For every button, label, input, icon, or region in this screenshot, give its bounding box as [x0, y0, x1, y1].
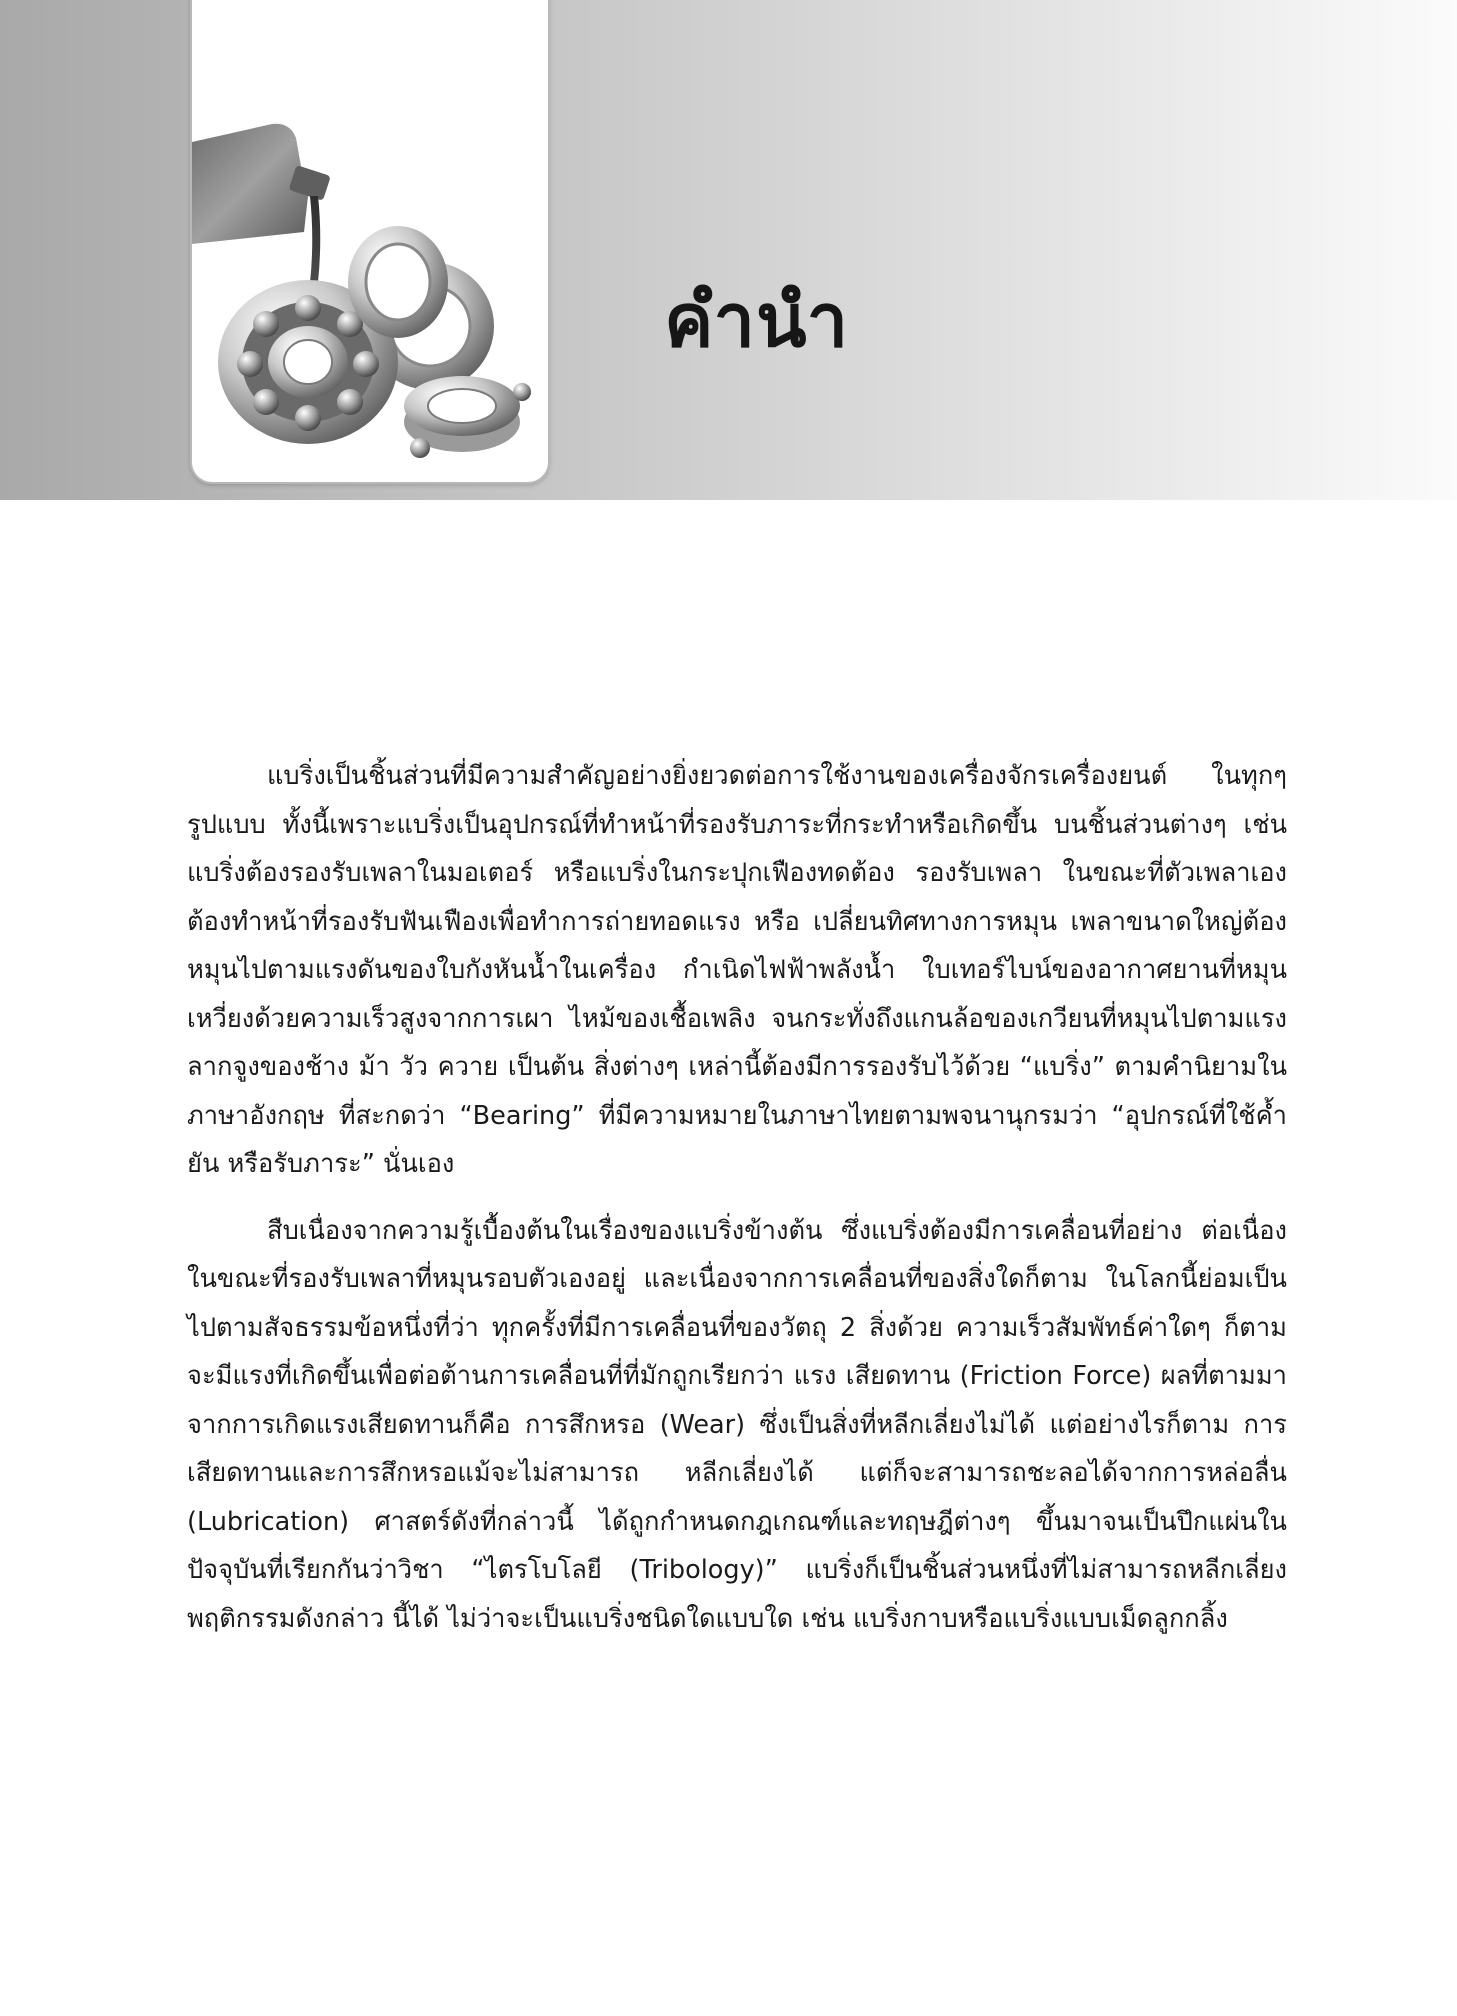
paragraph-2: สืบเนื่องจากความรู้เบื้องต้นในเรื่องของแบริ่งข้างต้น ซึ่งแบริ่งต้องมีการเคลื่อนที่อย่าง ต่อเนื่องในขณะที่รองรับเพลาที่หมุนรอบตัวเองอยู่ และเนื่องจากการเคลื่อนที่ของสิ่งใดก็ตาม ในโลกนี้ย่อมเป็นไปตามสัจธรรมข้อหนึ่งที่ว่า ทุกครั้งที่มีการเคลื่อนที่ของวัตถุ 2 สิ่งด้วย ความเร็วสัมพัทธ์ค่าใดๆ ก็ตาม จะมีแรงที่เกิดขึ้นเพื่อต่อต้านการเคลื่อนที่ที่มักถูกเรียกว่า แรง เสียดทาน (Friction Force) ผลที่ตามมาจากการเกิดแรงเสียดทานก็คือ การสึกหรอ (Wear) ซึ่งเป็นสิ่งที่หลีกเลี่ยงไม่ได้ แต่อย่างไรก็ตาม การเสียดทานและการสึกหรอแม้จะไม่สามารถ หลีกเลี่ยงได้ แต่ก็จะสามารถชะลอได้จากการหล่อลื่น (Lubrication) ศาสตร์ดังที่กล่าวนี้ ได้ถูกกำหนดกฎเกณฑ์และทฤษฎีต่างๆ ขึ้นมาจนเป็นปึกแผ่นในปัจจุบันที่เรียกกันว่าวิชา “ไตรโบโลยี (Tribology)” แบริ่งก็เป็นชิ้นส่วนหนึ่งที่ไม่สามารถหลีกเลี่ยงพฤติกรรมดังกล่าว นี้ได้ ไม่ว่าจะเป็นแบริ่งชนิดใดแบบใด เช่น แบริ่งกาบหรือแบริ่งแบบเม็ดลูกกลิ้ง: [187, 1215, 1287, 1634]
illustration-card: [190, 0, 550, 484]
paragraph-1: แบริ่งเป็นชิ้นส่วนที่มีความสำคัญอย่างยิ่งยวดต่อการใช้งานของเครื่องจักรเครื่องยนต์ ในทุกๆ รูปแบบ ทั้งนี้เพราะแบริ่งเป็นอุปกรณ์ที่ทำหน้าที่รองรับภาระที่กระทำหรือเกิดขึ้น บนชิ้นส่วนต่างๆ เช่น แบริ่งต้องรองรับเพลาในมอเตอร์ หรือแบริ่งในกระปุกเฟืองทดต้อง รองรับเพลา ในขณะที่ตัวเพลาเองต้องทำหน้าที่รองรับฟันเฟืองเพื่อทำการถ่ายทอดแรง หรือ เปลี่ยนทิศทางการหมุน เพลาขนาดใหญ่ต้องหมุนไปตามแรงดันของใบกังหันน้ำในเครื่อง กำเนิดไฟฟ้าพลังน้ำ ใบเทอร์ไบน์ของอากาศยานที่หมุนเหวี่ยงด้วยความเร็วสูงจากการเผา ไหม้ของเชื้อเพลิง จนกระทั่งถึงแกนล้อของเกวียนที่หมุนไปตามแรงลากจูงของช้าง ม้า วัว ควาย เป็นต้น สิ่งต่างๆ เหล่านี้ต้องมีการรองรับไว้ด้วย “แบริ่ง” ตามคำนิยามในภาษาอังกฤษ ที่สะกดว่า “Bearing” ที่มีความหมายในภาษาไทยตามพจนานุกรมว่า “อุปกรณ์ที่ใช้ค้ำยัน หรือรับภาระ” นั่นเอง: [187, 761, 1287, 1179]
oil-bottle-pouring-on-bearings-icon: [192, 0, 548, 482]
preface-body: [187, 752, 1287, 1661]
page-title: คำนำ: [664, 278, 850, 364]
